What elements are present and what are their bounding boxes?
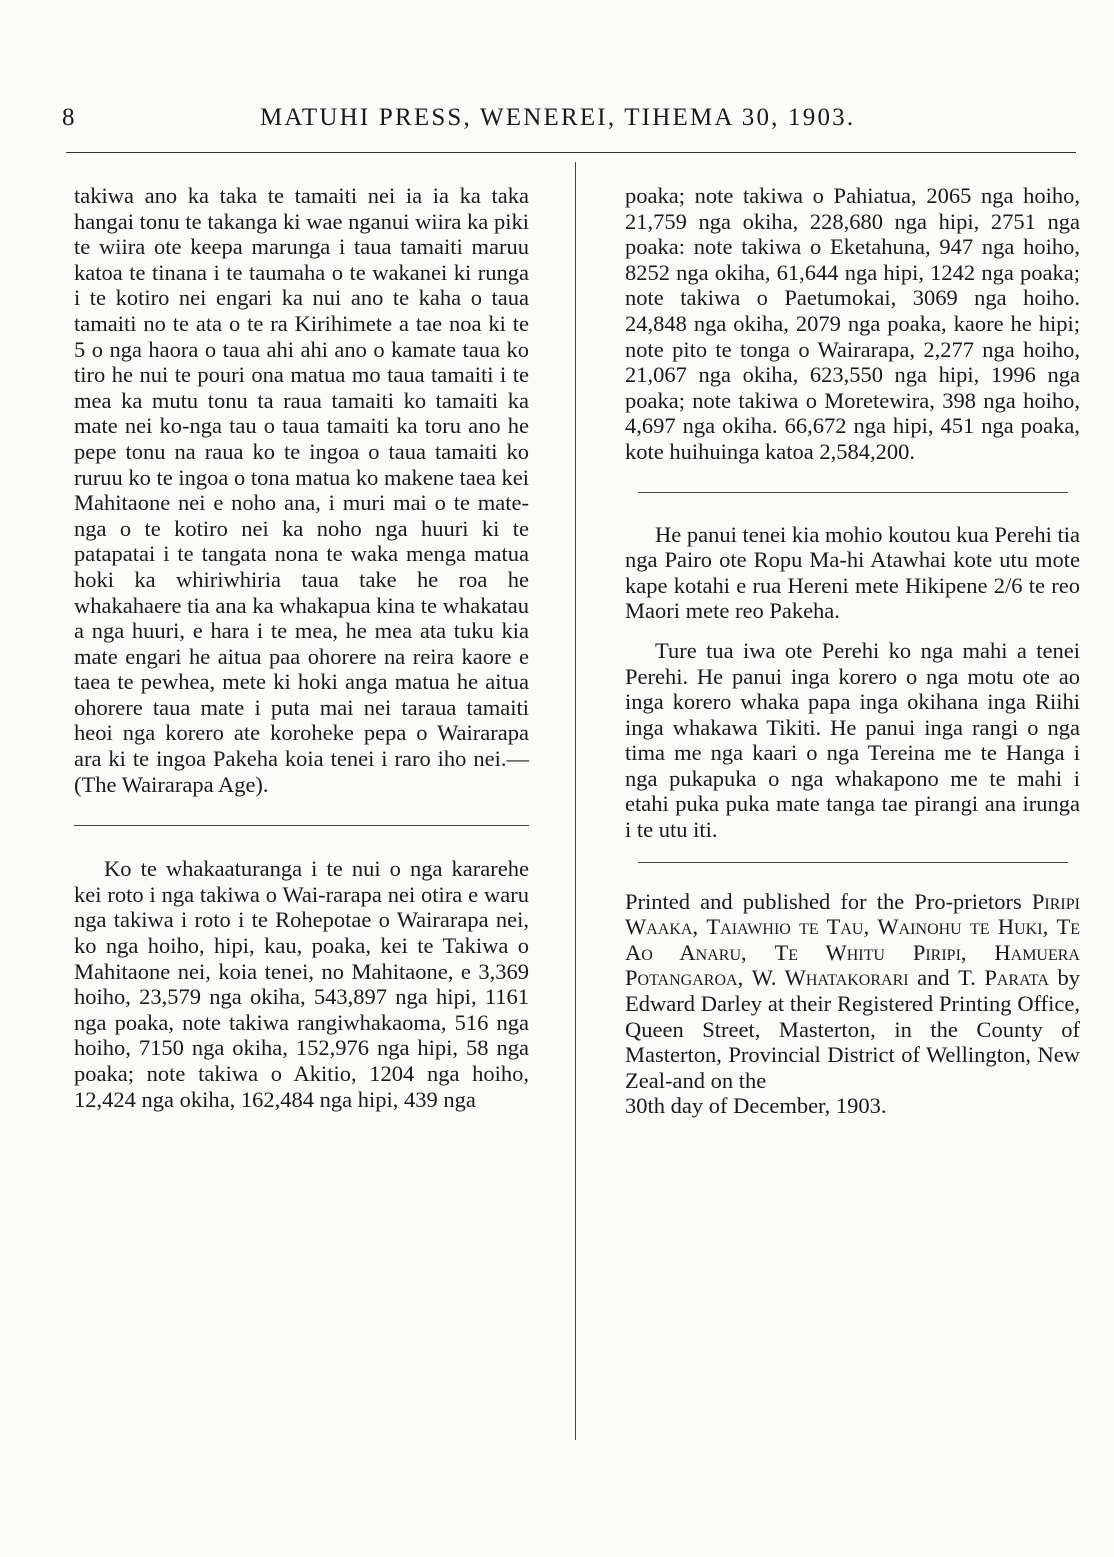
notice-paragraph: He panui tenei kia mohio koutou kua Perehi tia nga Pairo ote Ropu Ma-hi Atawhai kote utu mote kape kotahi e rua Hereni mete Hikipene 2/6 te reo Maori mete reo Pakeha.	[625, 521, 1080, 624]
running-title: MATUHI PRESS, WENEREI, TIHEMA 30, 1903.	[260, 104, 856, 131]
proprietor-name: Taiawhio te Tau	[706, 914, 864, 940]
proprietor-name: Wainohu te Huki	[877, 914, 1043, 940]
proprietor-name: Piripi Waaka	[625, 888, 1080, 940]
page-number: 8	[62, 104, 76, 131]
header-rule	[66, 152, 1076, 153]
livestock-article-continuation: poaka; note takiwa o Pahiatua, 2065 nga hoiho, 21,759 nga okiha, 228,680 nga hipi, 2751 nga poaka: note takiwa o Eketahuna, 947 nga hoiho, 8252 nga okiha, 61,644 nga hipi, 1242 nga poaka; note takiwa o Paetumokai, 3069 nga hoiho. 24,848 nga okiha, 2079 nga poaka, kaore he hipi; note pito te tonga o Wairarapa, 2,277 nga hoiho, 21,067 nga okiha, 623,550 nga hipi, 1996 nga poaka; note takiwa o Moretewira, 398 nga hoiho, 4,697 nga okiha. 66,672 nga hipi, 451 nga poaka, kote huihuinga katoa 2,584,200.	[625, 183, 1080, 464]
article-continuation: takiwa ano ka taka te tamaiti nei ia ia ka taka hangai tonu te takanga ki wae nganui wiira ka piki te wiira ote keepa marunga i taua tamaiti maruu katoa te tinana i te taumaha o te wakanei ki runga i te kotiro nei engari ka nui ano te kaha o taua tamaiti no te ata o te ra Kirihimete a tae noa ki te 5 o nga haora o taua ahi ahi ano o kamate taua ko tiro he nui te pouri ona matua mo taua tamaiti i te mea ka mutu tonu ta raua tamaiti ko tamaiti ka mate nei ko-nga tau o taua tamaiti ka toru ano he pepe tonu na raua ko te ingoa o taua tamaiti ko ruruu ko te ingoa o tona matua ko makene taea kei Mahitaone nei e noho ana, i muri mai o te mate-nga o te kotiro nei ka noho nga huuri ki te patapatai i te tangata nona te waka menga matua hoki ka whiriwhiria taua take he roa he whakahaere tia ana ka whakapua kina te whakatau a nga huuri, e hara i te mea, he mea ata tuku kia mate engari he aitua paa ohorere na reira kaore e taea te pewhea, mete ki hoki anga matua he aitua ohorere taua mate i puta mai nei taraua tamaiti heoi nga korero ate koroheke pepa o Wairarapa ara ki te ingoa Pakeha koia tenei i raro iho nei.—(The Wairarapa Age).	[74, 183, 529, 797]
imprint: Printed and published for the Pro-prietors Piripi Waaka, Taiawhio te Tau, Wainohu te Huki, Te Ao Anaru, Te Whitu Piripi, Hamuera Potangaroa, W. Whatakorari and T. Parata by Edward Darley at their Registered Printing Office, Queen Street, Masterton, in the County of Masterton, Provincial District of Wellington, New Zeal-and on the	[625, 888, 1081, 1093]
article-separator	[638, 492, 1068, 493]
left-column	[74, 183, 529, 1112]
proprietor-name: Te Whitu Piripi	[774, 939, 961, 965]
right-column	[625, 183, 1080, 1119]
page-header	[62, 104, 1052, 144]
notice-paragraph: Ture tua iwa ote Perehi ko nga mahi a tenei Perehi. He panui inga korero o nga motu ote ao inga korero whaka papa inga okihana inga Riihi inga whakawa Tikiti. He panui inga rangi o nga tima me nga kaari o nga Tereina me te Hanga i nga pukapuka o nga whakapono me te mahi i etahi puka puka mate tanga tae pirangi ana irunga i te utu iti.	[625, 637, 1080, 843]
proprietor-name: T. Parata	[958, 965, 1049, 991]
imprint-date: 30th day of December, 1903.	[625, 1093, 887, 1119]
column-divider	[575, 162, 576, 1440]
proprietor-name: W. Whatakorari	[751, 965, 909, 991]
livestock-article: Ko te whakaaturanga i te nui o nga kararehe kei roto i nga takiwa o Wai-rarapa nei otira e waru nga takiwa i roto i te Rohepotae o Wairarapa nei, ko nga hoiho, hipi, kau, poaka, kei te Takiwa o Mahitaone nei, koia tenei, no Mahitaone, e 3,369 hoiho, 23,579 nga okiha, 543,897 nga hipi, 1161 nga poaka, note takiwa rangiwhakaoma, 516 nga hoiho, 7150 nga okiha, 152,976 nga hipi, 58 nga poaka; note takiwa o Akitio, 1204 nga hoiho, 12,424 nga okiha, 162,484 nga hipi, 439 nga	[74, 856, 529, 1112]
proprietor-name: Hamuera Potangaroa	[625, 939, 1080, 991]
article-separator	[74, 825, 529, 826]
proprietor-name: Te Ao Anaru	[625, 914, 1081, 965]
article-separator	[638, 862, 1068, 863]
